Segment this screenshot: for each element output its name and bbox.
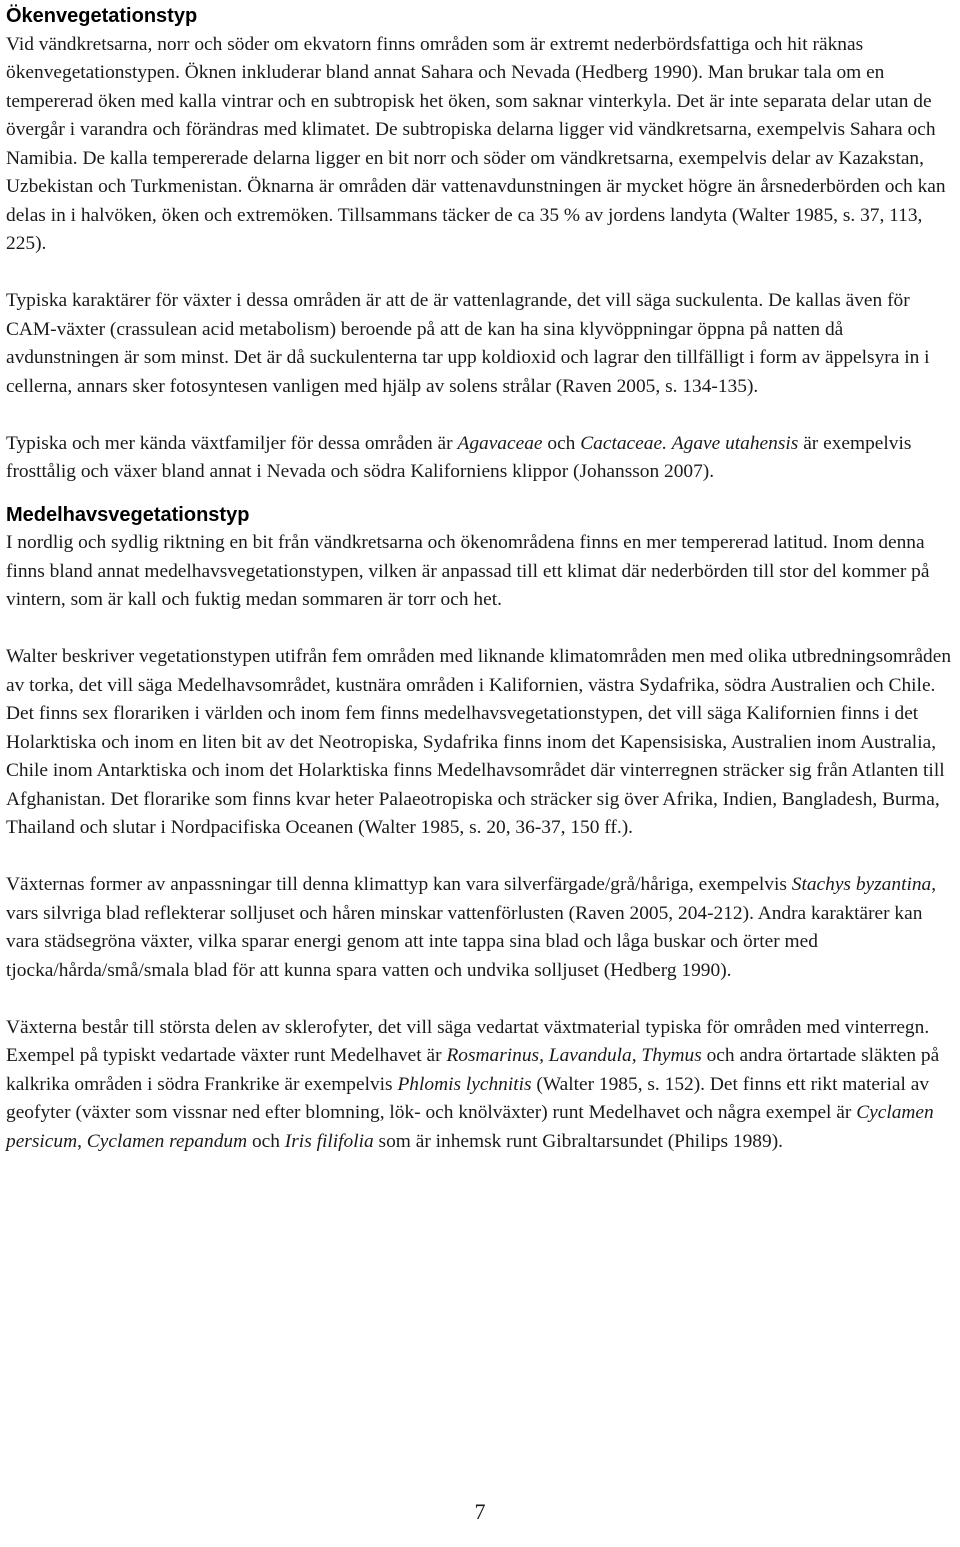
- document-body: [6, 2, 956, 1156]
- text-run: som är inhemsk runt Gibraltarsundet (Philips 1989).: [373, 1130, 783, 1152]
- paragraph: Vid vändkretsarna, norr och söder om ekvatorn finns områden som är extremt nederbördsfattiga och hit räknas ökenvegetationstypen. Öknen inkluderar bland annat Sahara och Nevada (Hedberg 1990). Man brukar tala om en tempererad öken med kalla vintrar och en subtropisk het öken, som saknar vinterkyla. Det är inte separata delar utan de övergår i varandra och förändras med klimatet. De subtropiska delarna ligger vid vändkretsarna, exempelvis Sahara och Namibia. De kalla tempererade delarna ligger en bit norr och söder om vändkretsarna, exempelvis delar av Kazakstan, Uzbekistan och Turkmenistan. Öknarna är områden där vattenavdunstningen är mycket högre än årsnederbörden och kan delas in i halvöken, öken och extremöken. Tillsammans täcker de ca 35 % av jordens landyta (Walter 1985, s. 37, 113, 225).: [6, 33, 946, 254]
- paragraph-spacer: [6, 259, 956, 288]
- page-number: 7: [474, 1499, 486, 1524]
- paragraph: [6, 430, 956, 487]
- text-run: Växternas former av anpassningar till denna klimattyp kan vara silverfärgade/grå/håriga, exempelvis: [6, 874, 792, 895]
- italic-taxon: Cyclamen repandum: [86, 1130, 248, 1152]
- italic-taxon: Cactaceae.: [580, 432, 667, 454]
- paragraph-spacer: [6, 401, 956, 430]
- italic-taxon: Stachys byzantina: [791, 874, 932, 895]
- italic-taxon: Iris filifolia: [284, 1130, 374, 1152]
- paragraph-spacer: [6, 843, 956, 872]
- text-run: och: [542, 432, 581, 454]
- section-heading-mediterranean: Medelhavsvegetationstyp: [6, 503, 250, 526]
- italic-taxon: Agavaceae: [457, 432, 543, 454]
- text-run: och: [247, 1130, 285, 1152]
- text-run: Typiska och mer kända växtfamiljer för dessa områden är: [6, 432, 458, 454]
- text-run: (Walter 1985, s. 152). Det finns ett rikt material av geofyter (växter som vissnar ned efter blomning, lök- och knölväxter) runt Medelhavet och några exempel är: [6, 1073, 930, 1123]
- text-run: är exempelvis frosttålig och växer bland annat i Nevada och södra Kaliforniens klippor (Johansson 2007).: [6, 432, 912, 482]
- italic-taxon: Phlomis lychnitis: [397, 1073, 532, 1095]
- italic-taxon: Cyclamen persicum: [6, 1102, 934, 1152]
- paragraph-spacer: [6, 985, 956, 1014]
- paragraph: [6, 871, 956, 985]
- text-run: Växterna består till största delen av sklerofyter, det vill säga vedartat växtmaterial typiska för områden med vinterregn. Exempel på typiskt vedartade växter runt Medelhavet är: [6, 1016, 930, 1066]
- paragraph: I nordlig och sydlig riktning en bit från vändkretsarna och ökenområdena finns en mer tempererad latitud. Inom denna finns bland annat medelhavsvegetationstypen, vilken är anpassad till ett klimat där nederbörden till stor del kommer på vintern, som är kall och fuktig medan sommaren är torr och het.: [6, 532, 930, 610]
- italic-taxon: Agave utahensis: [671, 432, 799, 454]
- paragraph-spacer: [6, 615, 956, 644]
- paragraph: [6, 1014, 956, 1157]
- italic-taxon: Rosmarinus, Lavandula, Thymus: [446, 1045, 702, 1066]
- text-run: ,: [77, 1130, 87, 1152]
- paragraph: Walter beskriver vegetationstypen utifrån fem områden med liknande klimatområden men med olika utbredningsområden av torka, det vill säga Medelhavsområdet, kustnära områden i Kalifornien, västra Sydafrika, södra Australien och Chile. Det finns sex florariken i världen och inom fem finns medelhavsvegetationstypen, det vill säga Kalifornien finns i det Holarktiska och inom en liten bit av det Neotropiska, Sydafrika finns inom det Kapensisiska, Australien inom Australia, Chile inom Antarktiska och inom det Holarktiska finns Medelhavsområdet där vinterregnen sträcker sig från Atlanten till Afghanistan. Det florarike som finns kvar heter Palaeotropiska och sträcker sig över Afrika, Indien, Bangladesh, Burma, Thailand och slutar i Nordpacifiska Oceanen (Walter 1985, s. 20, 36-37, 150 ff.).: [6, 646, 952, 838]
- text-run: och andra örtartade släkten på kalkrika områden i södra Frankrike är exempelvis: [6, 1045, 940, 1095]
- section-heading-desert: Ökenvegetationstyp: [6, 5, 198, 27]
- paragraph: Typiska karaktärer för växter i dessa områden är att de är vattenlagrande, det vill säga suckulenta. De kallas även för CAM-växter (crassulean acid metabolism) beroende på att de kan ha sina klyvöppningar öppna på natten då avdunstningen är som minst. Det är då suckulenterna tar upp koldioxid och lagrar den tillfälligt i form av äppelsyra in i cellerna, annars sker fotosyntesen vanligen med hjälp av solens strålar (Raven 2005, s. 134-135).: [6, 290, 930, 397]
- text-run: , vars silvriga blad reflekterar solljuset och håren minskar vattenförlusten (Raven 2005, 204-212). Andra karaktärer kan vara städsegröna växter, vilka sparar energi genom att inte tappa sina blad och låga buskar och örter med tjocka/hårda/små/smala blad för att kunna spara vatten och undvika solljuset (Hedberg 1990).: [6, 874, 937, 981]
